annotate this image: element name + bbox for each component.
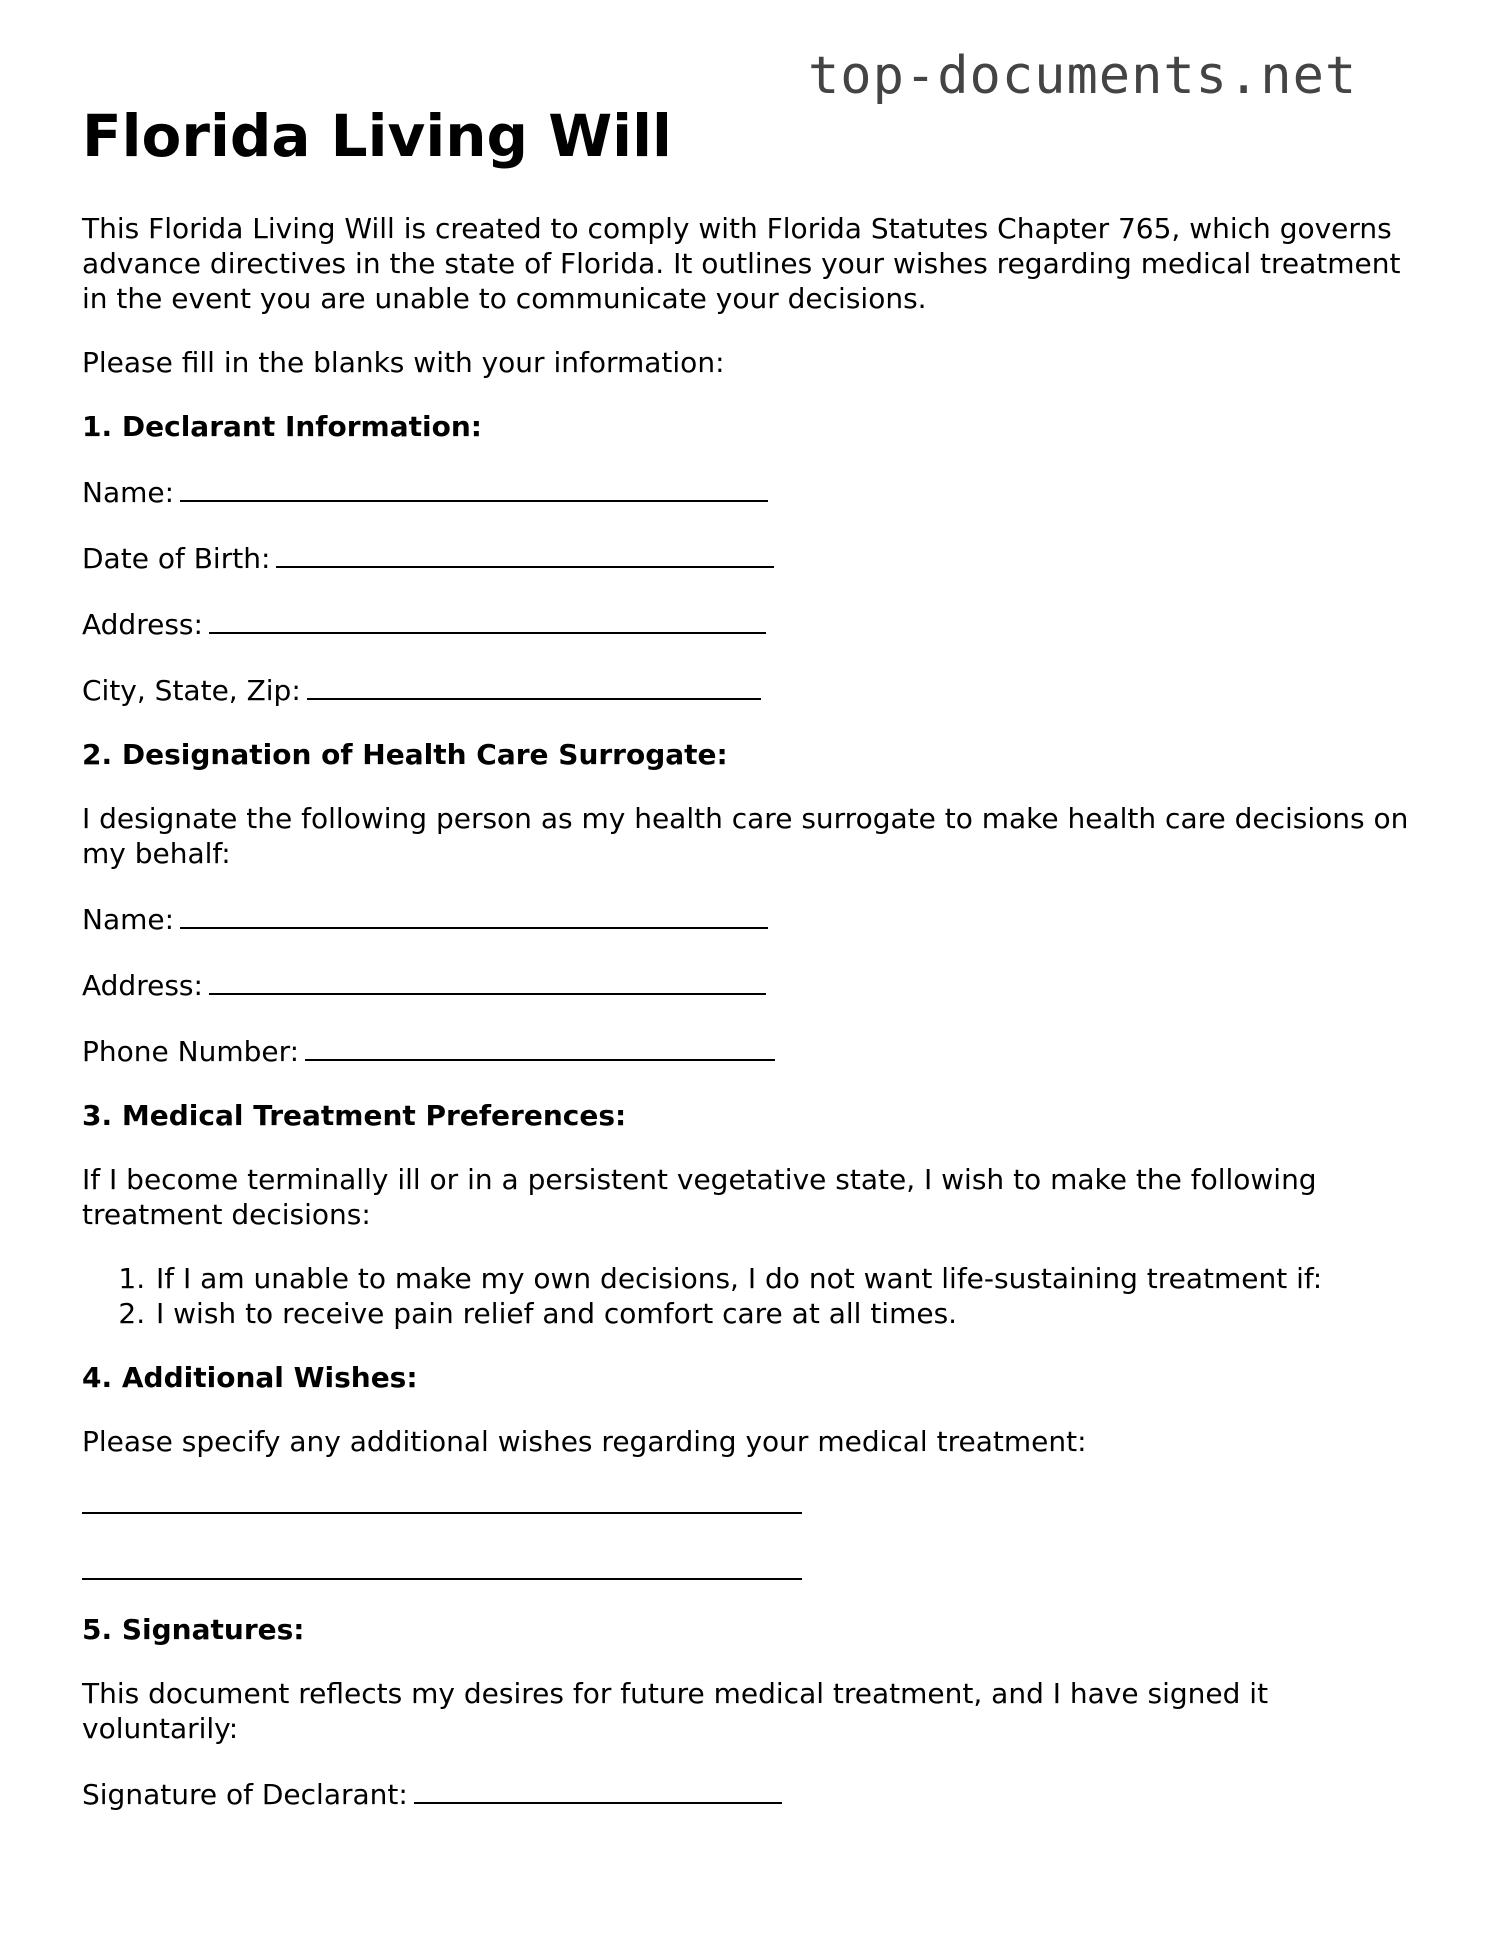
- list-item: 2. I wish to receive pain relief and comfort care at all times.: [154, 1296, 1422, 1331]
- surrogate-phone-row: [82, 1032, 1422, 1069]
- section-heading-wishes: 4. Additional Wishes:: [82, 1360, 418, 1394]
- signatures-text: This document reflects my desires for future medical treatment, and I have signed it voluntarily:: [82, 1676, 1269, 1745]
- wishes-text: Please specify any additional wishes regarding your medical treatment:: [82, 1424, 1087, 1458]
- section-heading-treatment: 3. Medical Treatment Preferences:: [82, 1098, 627, 1132]
- intro-paragraph: This Florida Living Will is created to comply with Florida Statutes Chapter 765, which governs advance directives in the state of Florida. It outlines your wishes regarding medical treatment in the event you are unable to communicate your decisions.: [82, 211, 1401, 315]
- surrogate-name-row: [82, 900, 1422, 937]
- signature-field[interactable]: [414, 1775, 782, 1804]
- surrogate-phone-label: Phone Number:: [82, 1034, 300, 1068]
- wishes-blank-line[interactable]: [82, 1482, 802, 1514]
- declarant-dob-field[interactable]: [276, 539, 774, 568]
- section-heading-declarant: 1. Declarant Information:: [82, 409, 482, 443]
- wishes-blank-1-wrap: [82, 1482, 1422, 1514]
- declarant-city-field[interactable]: [307, 671, 761, 700]
- surrogate-phone-field[interactable]: [305, 1032, 775, 1061]
- declarant-name-label: Name:: [82, 475, 175, 509]
- declarant-address-row: [82, 605, 1422, 642]
- wishes-blank-line[interactable]: [82, 1548, 802, 1580]
- watermark: top-documents.net: [808, 46, 1358, 106]
- surrogate-address-row: [82, 966, 1422, 1003]
- declarant-dob-label: Date of Birth:: [82, 541, 271, 575]
- document-page: [82, 100, 1422, 1812]
- surrogate-address-field[interactable]: [209, 966, 766, 995]
- signature-label: Signature of Declarant:: [82, 1777, 408, 1811]
- declarant-address-field[interactable]: [209, 605, 766, 634]
- treatment-text: If I become terminally ill or in a persistent vegetative state, I wish to make the following treatment decisions:: [82, 1162, 1317, 1231]
- treatment-list: [82, 1261, 1422, 1331]
- surrogate-name-field[interactable]: [180, 900, 768, 929]
- list-item: 1. If I am unable to make my own decisions, I do not want life-sustaining treatment if:: [154, 1261, 1422, 1296]
- declarant-dob-row: [82, 539, 1422, 576]
- wishes-blank-2-wrap: [82, 1548, 1422, 1580]
- instructions-text: Please fill in the blanks with your information:: [82, 345, 725, 379]
- declarant-name-field[interactable]: [180, 473, 768, 502]
- surrogate-name-label: Name:: [82, 902, 175, 936]
- declarant-city-row: [82, 671, 1422, 708]
- surrogate-address-label: Address:: [82, 968, 203, 1002]
- declarant-name-row: [82, 473, 1422, 510]
- section-heading-surrogate: 2. Designation of Health Care Surrogate:: [82, 737, 728, 771]
- signature-row: [82, 1775, 1422, 1812]
- surrogate-text: I designate the following person as my health care surrogate to make health care decisions on my behalf:: [82, 801, 1409, 870]
- page-title: Florida Living Will: [82, 102, 672, 170]
- section-heading-signatures: 5. Signatures:: [82, 1612, 305, 1646]
- declarant-address-label: Address:: [82, 607, 203, 641]
- declarant-city-label: City, State, Zip:: [82, 673, 301, 707]
